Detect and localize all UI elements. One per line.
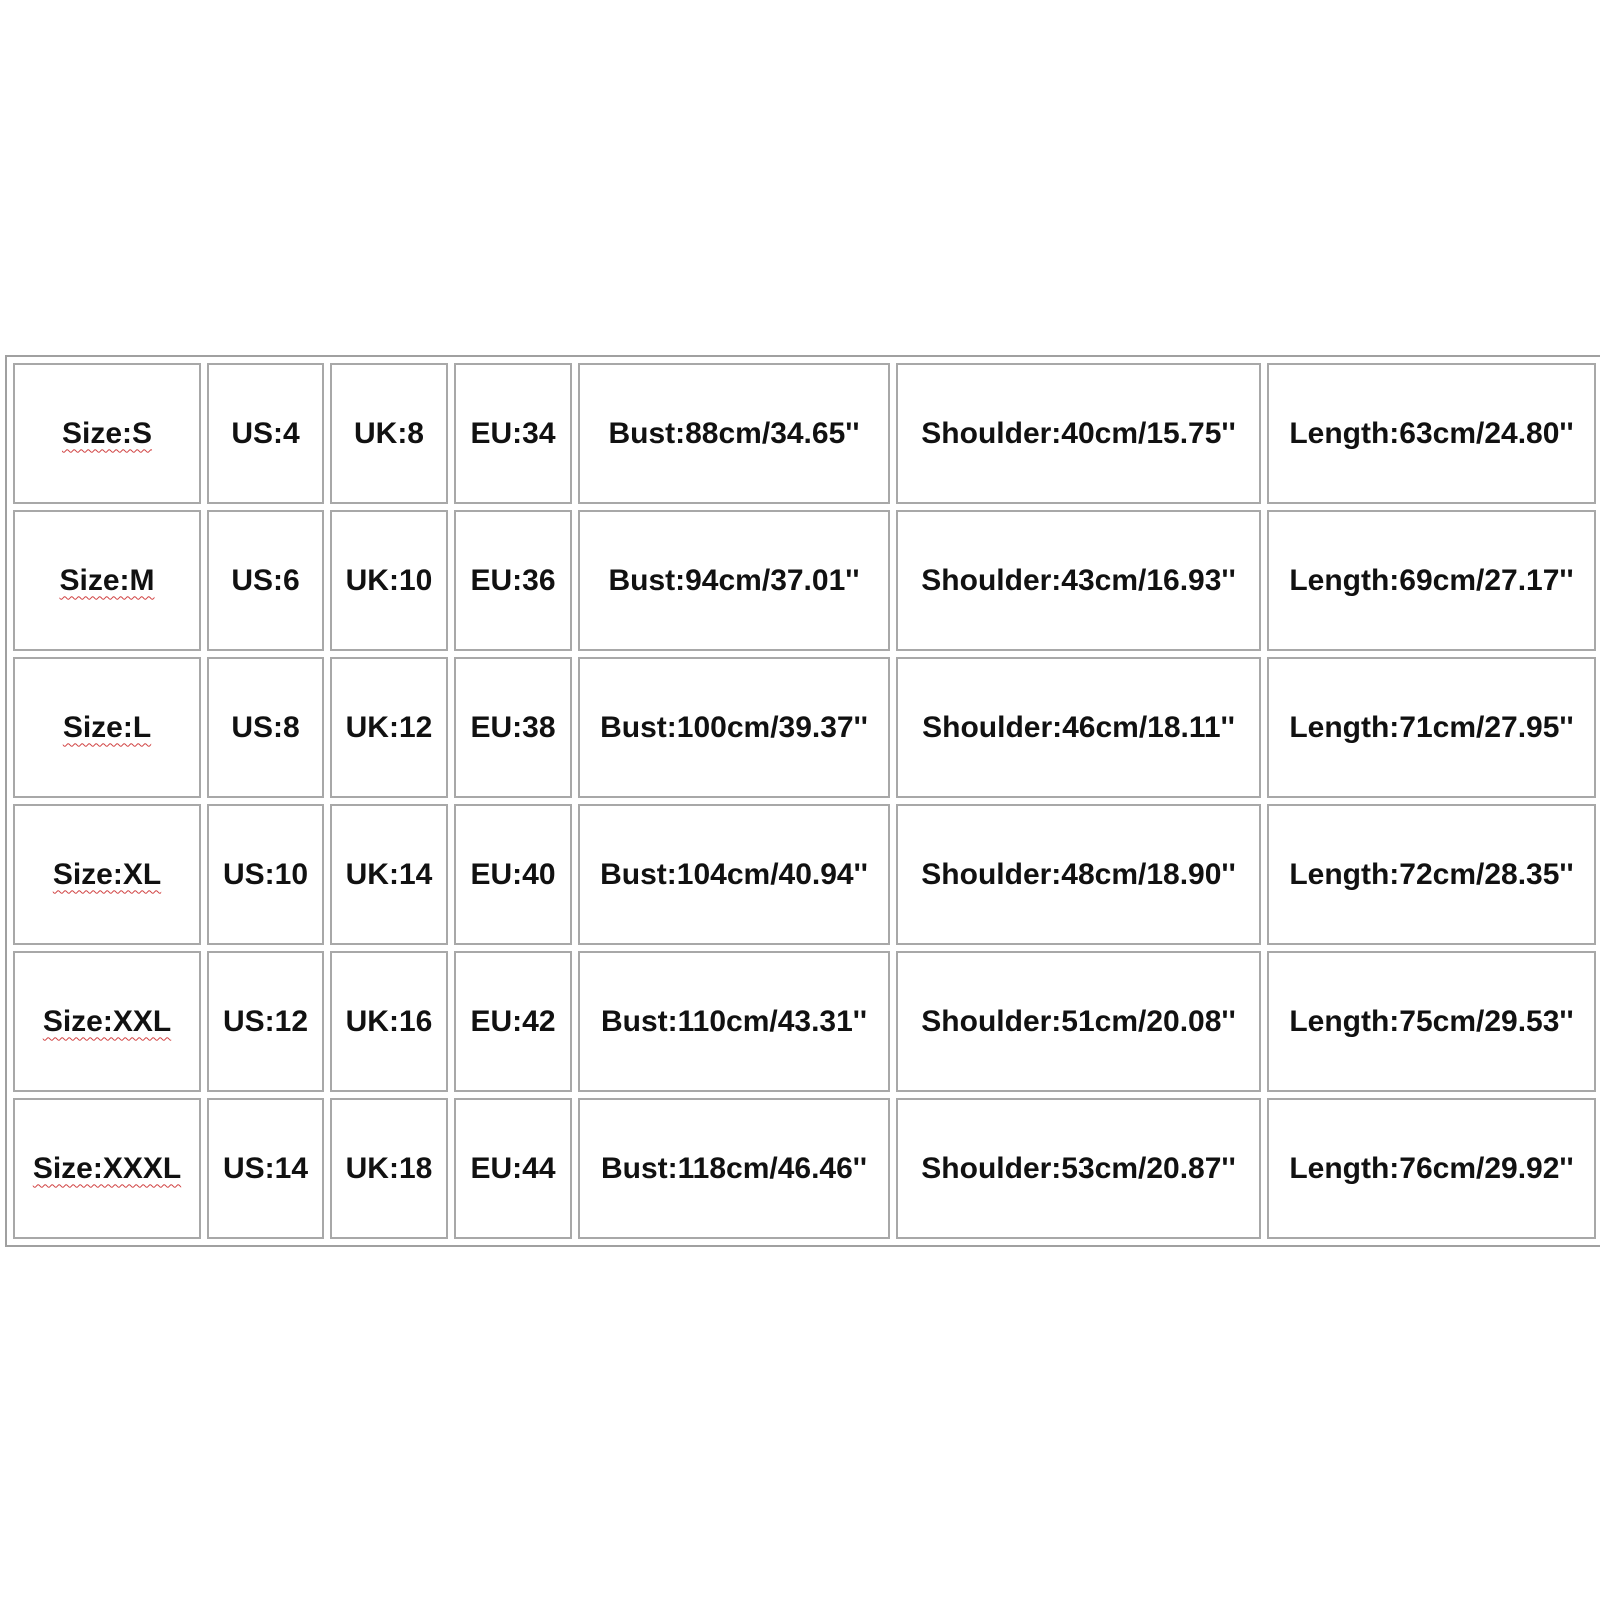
uk-size-cell: UK:18 xyxy=(330,1098,448,1239)
uk-size-cell: UK:12 xyxy=(330,657,448,798)
table-row xyxy=(13,804,1596,945)
length-cell: Length:72cm/28.35'' xyxy=(1267,804,1596,945)
bust-cell: Bust:118cm/46.46'' xyxy=(578,1098,890,1239)
table-row xyxy=(13,1098,1596,1239)
us-size-cell: US:8 xyxy=(207,657,324,798)
shoulder-cell: Shoulder:40cm/15.75'' xyxy=(896,363,1261,504)
us-size-cell: US:12 xyxy=(207,951,324,1092)
length-cell: Length:76cm/29.92'' xyxy=(1267,1098,1596,1239)
shoulder-cell: Shoulder:46cm/18.11'' xyxy=(896,657,1261,798)
size-cell: Size:L xyxy=(13,657,201,798)
shoulder-cell: Shoulder:48cm/18.90'' xyxy=(896,804,1261,945)
eu-size-cell: EU:38 xyxy=(454,657,572,798)
us-size-cell: US:6 xyxy=(207,510,324,651)
size-cell: Size:XXL xyxy=(13,951,201,1092)
bust-cell: Bust:110cm/43.31'' xyxy=(578,951,890,1092)
table-row xyxy=(13,951,1596,1092)
us-size-cell: US:4 xyxy=(207,363,324,504)
size-chart-table xyxy=(5,355,1600,1247)
size-cell: Size:XXXL xyxy=(13,1098,201,1239)
eu-size-cell: EU:34 xyxy=(454,363,572,504)
bust-cell: Bust:100cm/39.37'' xyxy=(578,657,890,798)
bust-cell: Bust:104cm/40.94'' xyxy=(578,804,890,945)
length-cell: Length:75cm/29.53'' xyxy=(1267,951,1596,1092)
size-cell: Size:XL xyxy=(13,804,201,945)
bust-cell: Bust:88cm/34.65'' xyxy=(578,363,890,504)
uk-size-cell: UK:8 xyxy=(330,363,448,504)
uk-size-cell: UK:14 xyxy=(330,804,448,945)
eu-size-cell: EU:42 xyxy=(454,951,572,1092)
table-row xyxy=(13,363,1596,504)
uk-size-cell: UK:10 xyxy=(330,510,448,651)
shoulder-cell: Shoulder:51cm/20.08'' xyxy=(896,951,1261,1092)
length-cell: Length:63cm/24.80'' xyxy=(1267,363,1596,504)
bust-cell: Bust:94cm/37.01'' xyxy=(578,510,890,651)
table-row xyxy=(13,510,1596,651)
eu-size-cell: EU:36 xyxy=(454,510,572,651)
us-size-cell: US:10 xyxy=(207,804,324,945)
uk-size-cell: UK:16 xyxy=(330,951,448,1092)
eu-size-cell: EU:40 xyxy=(454,804,572,945)
table-row xyxy=(13,657,1596,798)
shoulder-cell: Shoulder:53cm/20.87'' xyxy=(896,1098,1261,1239)
size-cell: Size:S xyxy=(13,363,201,504)
length-cell: Length:71cm/27.95'' xyxy=(1267,657,1596,798)
shoulder-cell: Shoulder:43cm/16.93'' xyxy=(896,510,1261,651)
size-cell: Size:M xyxy=(13,510,201,651)
length-cell: Length:69cm/27.17'' xyxy=(1267,510,1596,651)
us-size-cell: US:14 xyxy=(207,1098,324,1239)
eu-size-cell: EU:44 xyxy=(454,1098,572,1239)
